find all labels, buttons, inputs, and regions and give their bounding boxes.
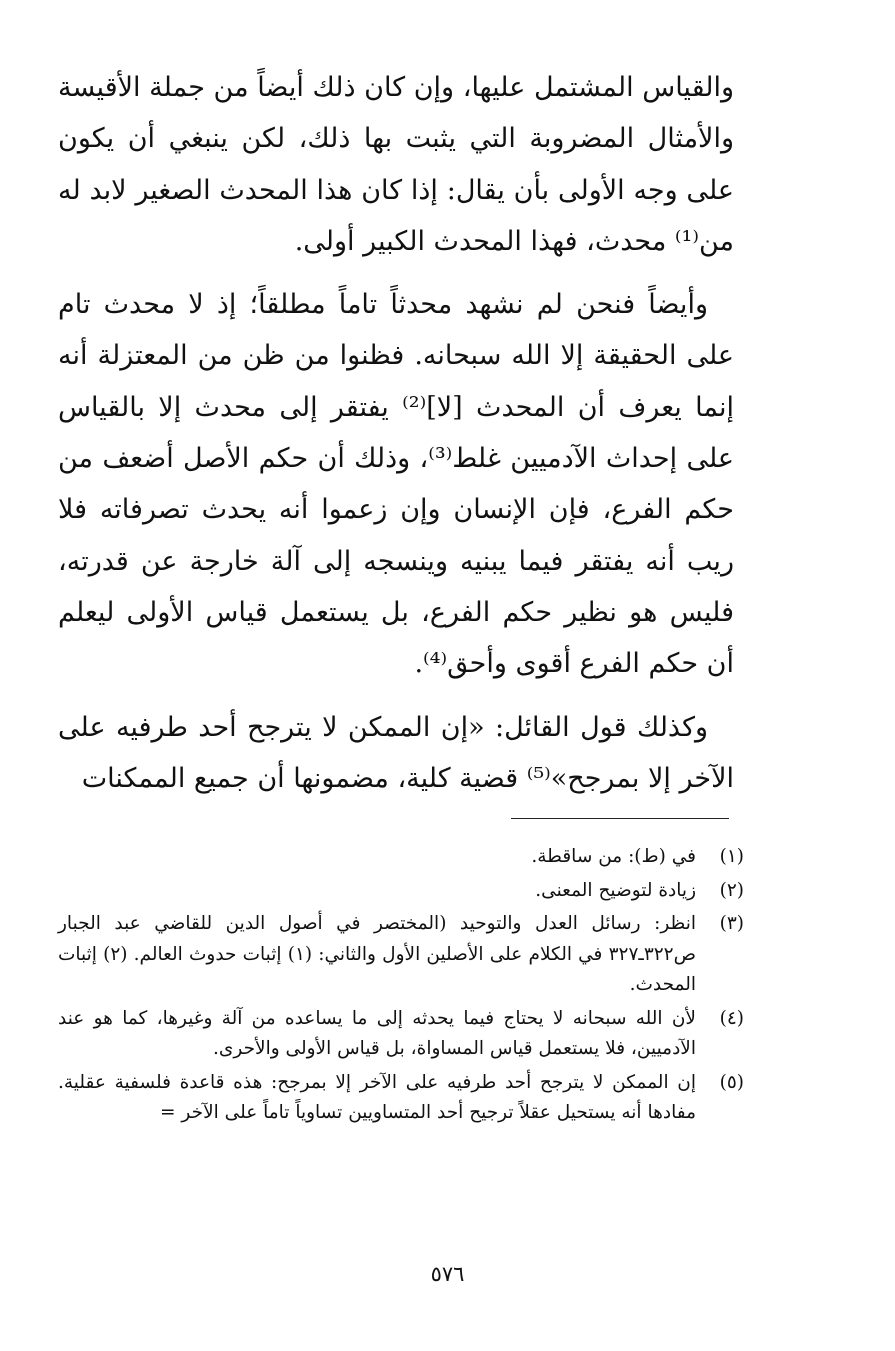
footnote-item [58,1004,744,1065]
footnotes [58,842,744,1132]
footnote-text: زيادة لتوضيح المعنى. [535,879,696,901]
footnote-number: (٥) [719,1071,744,1093]
page-number: ٥٧٦ [430,1262,465,1286]
footnote-number: (١) [719,846,744,867]
footnote-text: إن الممكن لا يترجح أحد طرفيه على الآخر إلا بمرجح: هذه قاعدة فلسفية عقلية. مفادها أنه يستحيل عقلاً ترجيح أحد المتساويين تساوياً تاماً على الآخر = [58,1071,696,1123]
footnote-item [58,842,744,873]
paragraph: وأيضاً فنحن لم نشهد محدثاً تاماً مطلقاً؛ إذ لا محدث تام على الحقيقة إلا الله سبحانه. فظنوا من ظن من المعتزلة أنه إنما يعرف أن المحدث [لا]⁽²⁾ يفتقر إلى محدث إلا بالقياس على إحداث الآدميين غلط⁽³⁾، وذلك أن حكم الأصل أضعف من حكم الفرع، فإن الإنسان وإن زعموا أنه يحدث تصرفاته فلا ريب أنه يفتقر فيما يبنيه وينسجه إلى آلة خارجة عن قدرته، فليس هو نظير حكم الفرع، بل يستعمل قياس الأولى ليعلم أن حكم الفرع أقوى وأحق⁽⁴⁾. [58,289,734,680]
paragraph: وكذلك قول القائل: «إن الممكن لا يترجح أحد طرفيه على الآخر إلا بمرجح»⁽⁵⁾ قضية كلية، مضمونها أن جميع الممكنات [58,711,734,794]
footnote-item [58,876,744,907]
footnote-number: (٢) [719,879,744,901]
footnote-number: (٤) [719,1007,744,1029]
footnote-item [58,1068,744,1129]
paragraph: والقياس المشتمل عليها، وإن كان ذلك أيضاً من جملة الأقيسة والأمثال المضروبة التي يثبت بها ذلك، لكن ينبغي أن يكون على وجه الأولى بأن يقال: إذا كان هذا المحدث الصغير لابد له من⁽¹⁾ محدث، فهذا المحدث الكبير أولى. [58,72,734,257]
footnote-text: لأن الله سبحانه لا يحتاج فيما يحدثه إلى ما يساعده من آلة وغيرها، كما هو عند الآدميين، فلا يستعمل قياس المساواة، بل قياس الأولى والأحرى. [58,1007,696,1059]
footnote-number: (٣) [719,913,744,934]
footnote-item [58,909,744,1001]
footnote-text: انظر: رسائل العدل والتوحيد (المختصر في أصول الدين للقاضي عبد الجبار ص٣٢٢ـ٣٢٧ في الكلام على الأصلين الأول والثاني: (١) إثبات حدوث العالم. (٢) إثبات المحدث. [58,913,696,995]
footnote-separator [511,818,729,819]
main-text [58,62,734,804]
footnote-text: في (ط): من ساقطة. [531,846,696,867]
